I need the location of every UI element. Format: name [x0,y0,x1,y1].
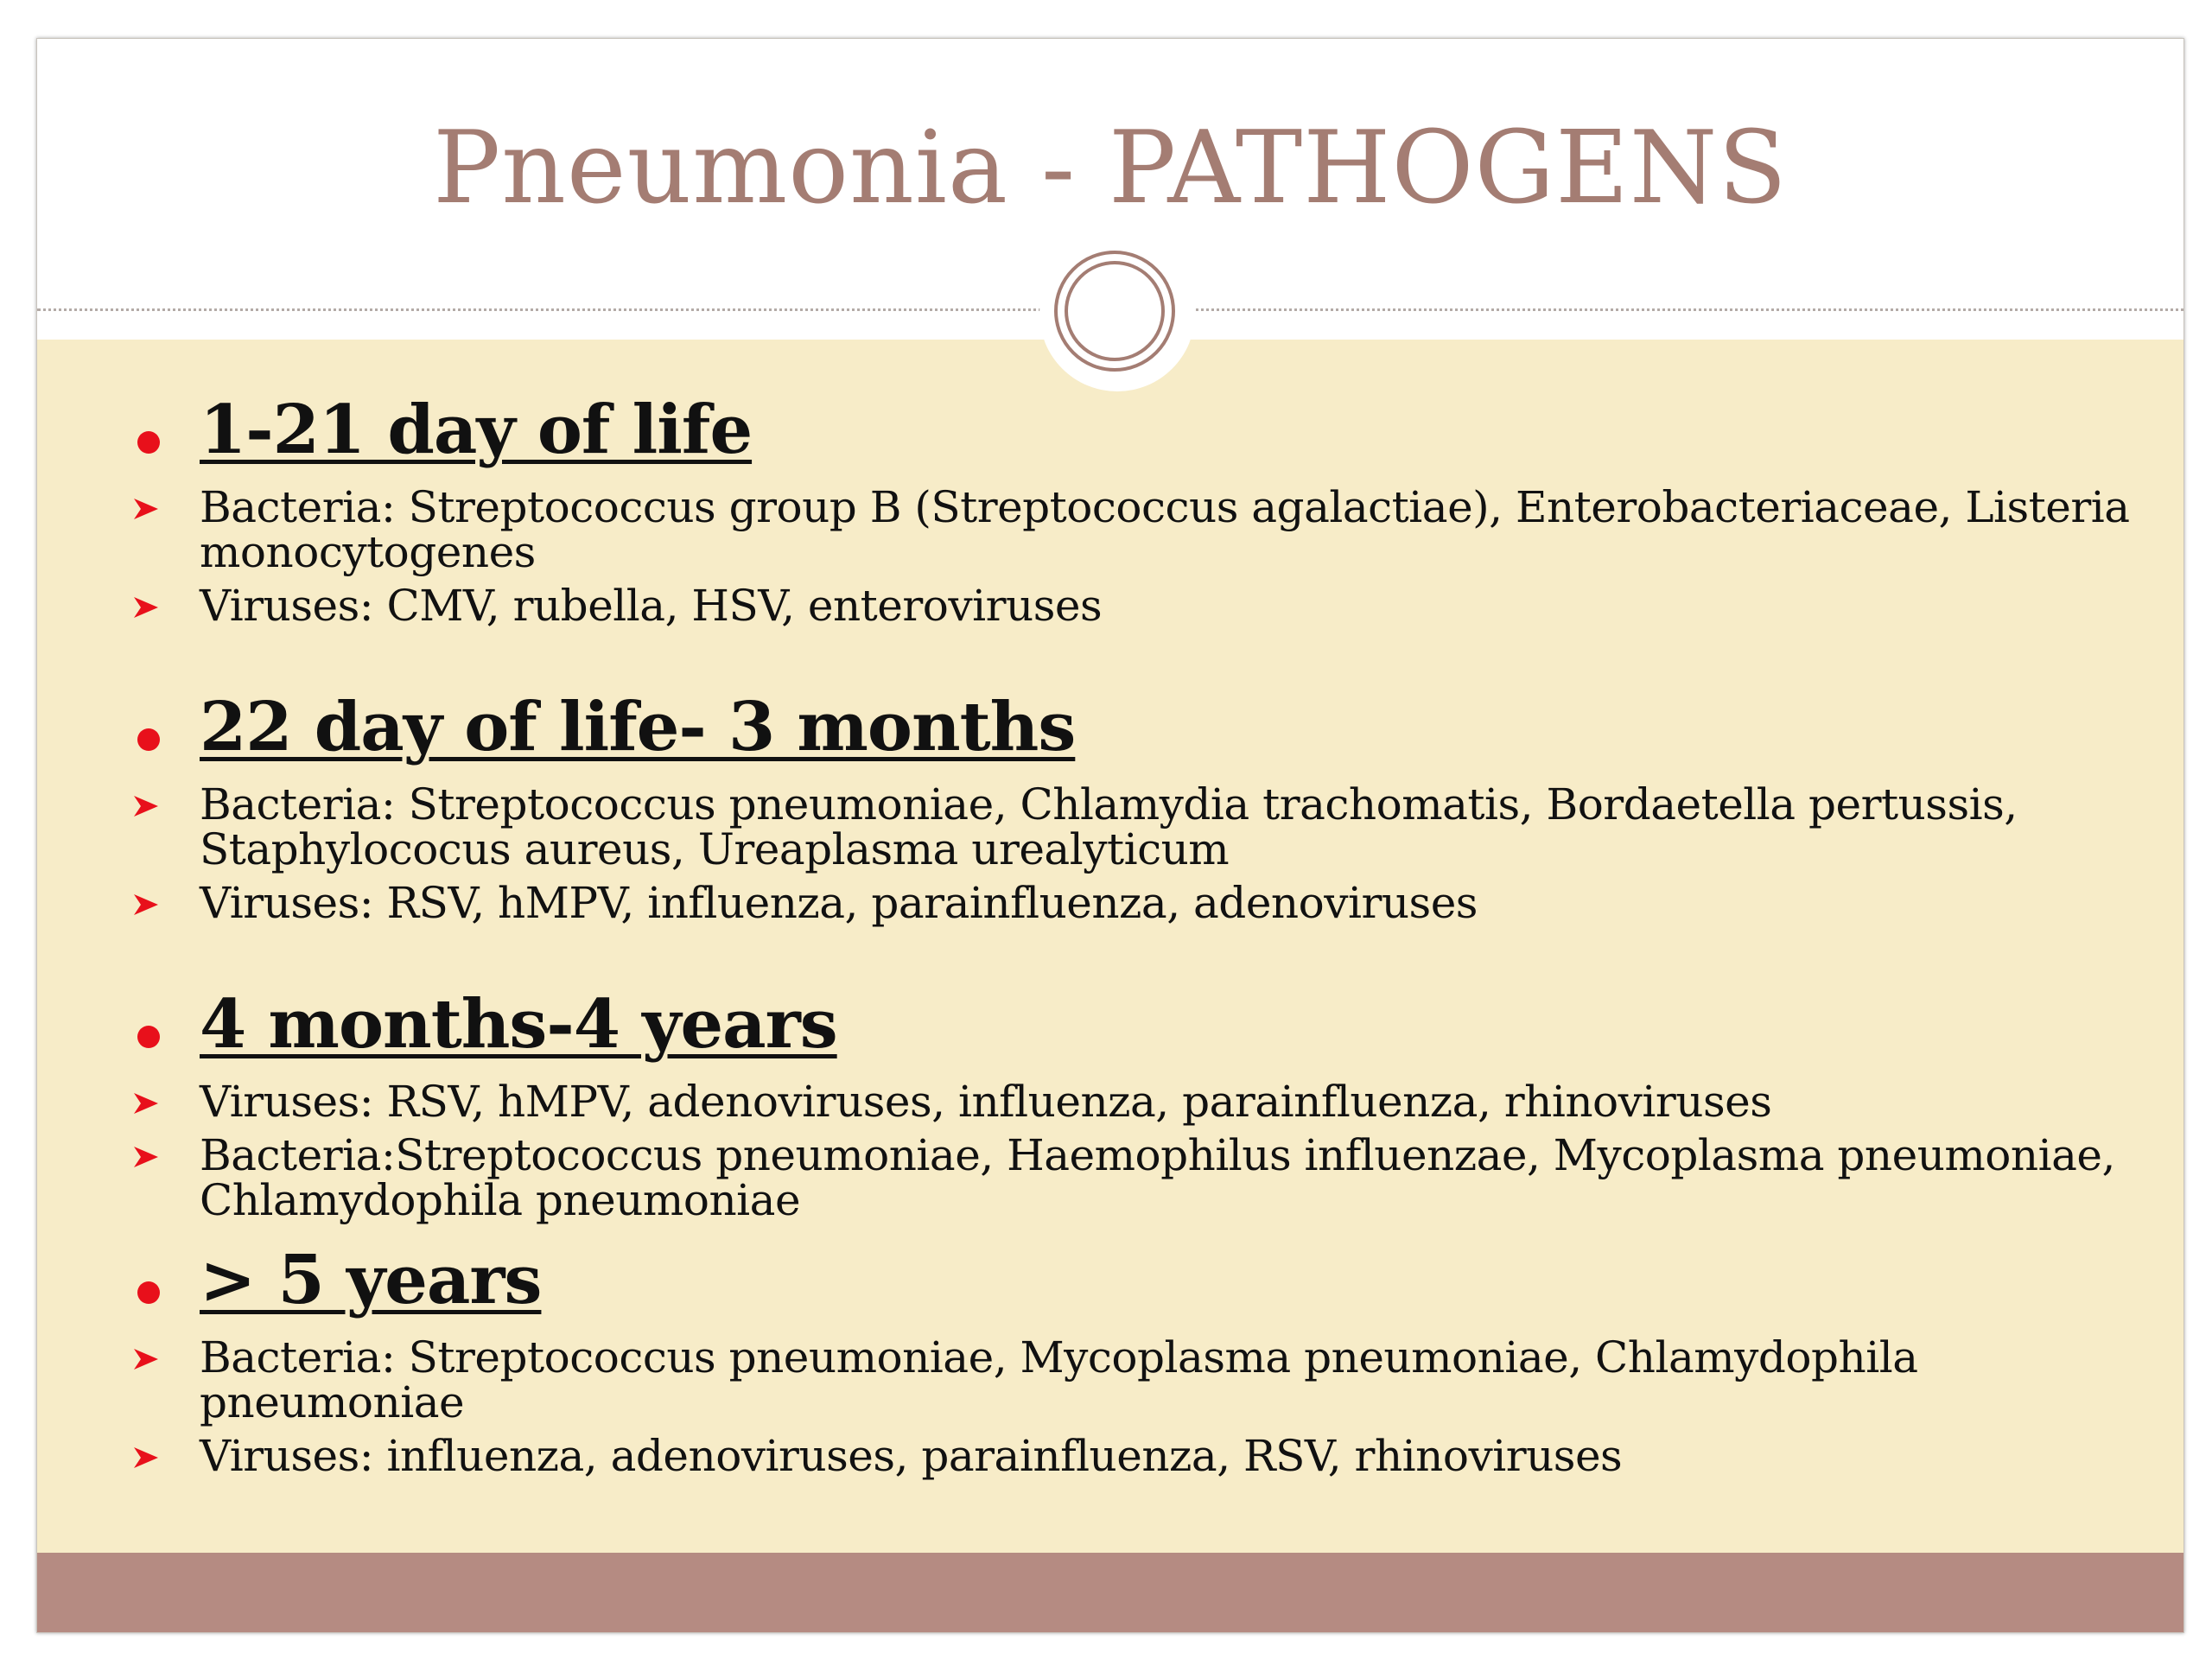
divider-left [37,308,1048,311]
list-item [98,779,2145,874]
list-item [98,581,2145,631]
list-item [98,1130,2145,1225]
slide [36,38,2184,1633]
bullet-dot-icon [137,1281,160,1304]
arrow-bullet-icon [132,1446,160,1470]
circle-emblem-inner-ring [1065,261,1165,361]
list-item [98,1431,2145,1481]
arrow-bullet-icon [132,1347,160,1371]
arrow-bullet-icon [132,595,160,620]
section-heading: > 5 years [200,1241,542,1319]
arrow-bullet-icon [132,794,160,818]
section-heading-row [98,385,2145,476]
bullet-dot-icon [137,1026,160,1048]
list-item [98,878,2145,928]
section-heading-row [98,682,2145,773]
list-item-text: Bacteria:Streptococcus pneumoniae, Haemophilus influenzae, Mycoplasma pneumoniae, Chlamydophila pneumoniae [200,1130,2115,1225]
list-item-text: Bacteria: Streptococcus group B (Streptococcus agalactiae), Enterobacteriaceae, Listeria monocytogenes [200,482,2130,577]
section-22-days-3-months [98,682,2145,928]
arrow-bullet-icon [132,1145,160,1169]
list-item-text: Bacteria: Streptococcus pneumoniae, Mycoplasma pneumoniae, Chlamydophila pneumoniae [200,1332,1918,1427]
list-item [98,482,2145,577]
slide-title: Pneumonia - PATHOGENS [433,110,1788,226]
section-heading-row [98,979,2145,1071]
section-heading-row [98,1235,2145,1326]
arrow-bullet-icon [132,1091,160,1116]
bullet-dot-icon [137,728,160,751]
bullet-dot-icon [137,431,160,454]
list-item-text: Viruses: RSV, hMPV, adenoviruses, influenza, parainfluenza, rhinoviruses [200,1077,1772,1127]
list-item-text: Viruses: influenza, adenoviruses, parainfluenza, RSV, rhinoviruses [200,1431,1623,1481]
section-heading: 1-21 day of life [200,391,753,469]
section-over-5-years [98,1235,2145,1481]
divider-right [1186,308,2183,311]
list-item-text: Viruses: CMV, rubella, HSV, enteroviruses [200,581,1103,631]
section-4-months-4-years [98,979,2145,1223]
list-item [98,1077,2145,1127]
arrow-bullet-icon [132,893,160,917]
circle-emblem-icon [1054,251,1175,372]
section-1-21-days [98,385,2145,631]
content-area [98,385,2145,1481]
section-heading: 4 months-4 years [200,985,837,1064]
footer-bar [37,1553,2183,1632]
list-item-text: Bacteria: Streptococcus pneumoniae, Chlamydia trachomatis, Bordaetella pertussis, Staphylococus aureus, Ureaplasma urealyticum [200,779,2018,874]
arrow-bullet-icon [132,497,160,521]
list-item-text: Viruses: RSV, hMPV, influenza, parainfluenza, adenoviruses [200,878,1478,928]
list-item [98,1332,2145,1427]
section-heading: 22 day of life- 3 months [200,688,1076,766]
